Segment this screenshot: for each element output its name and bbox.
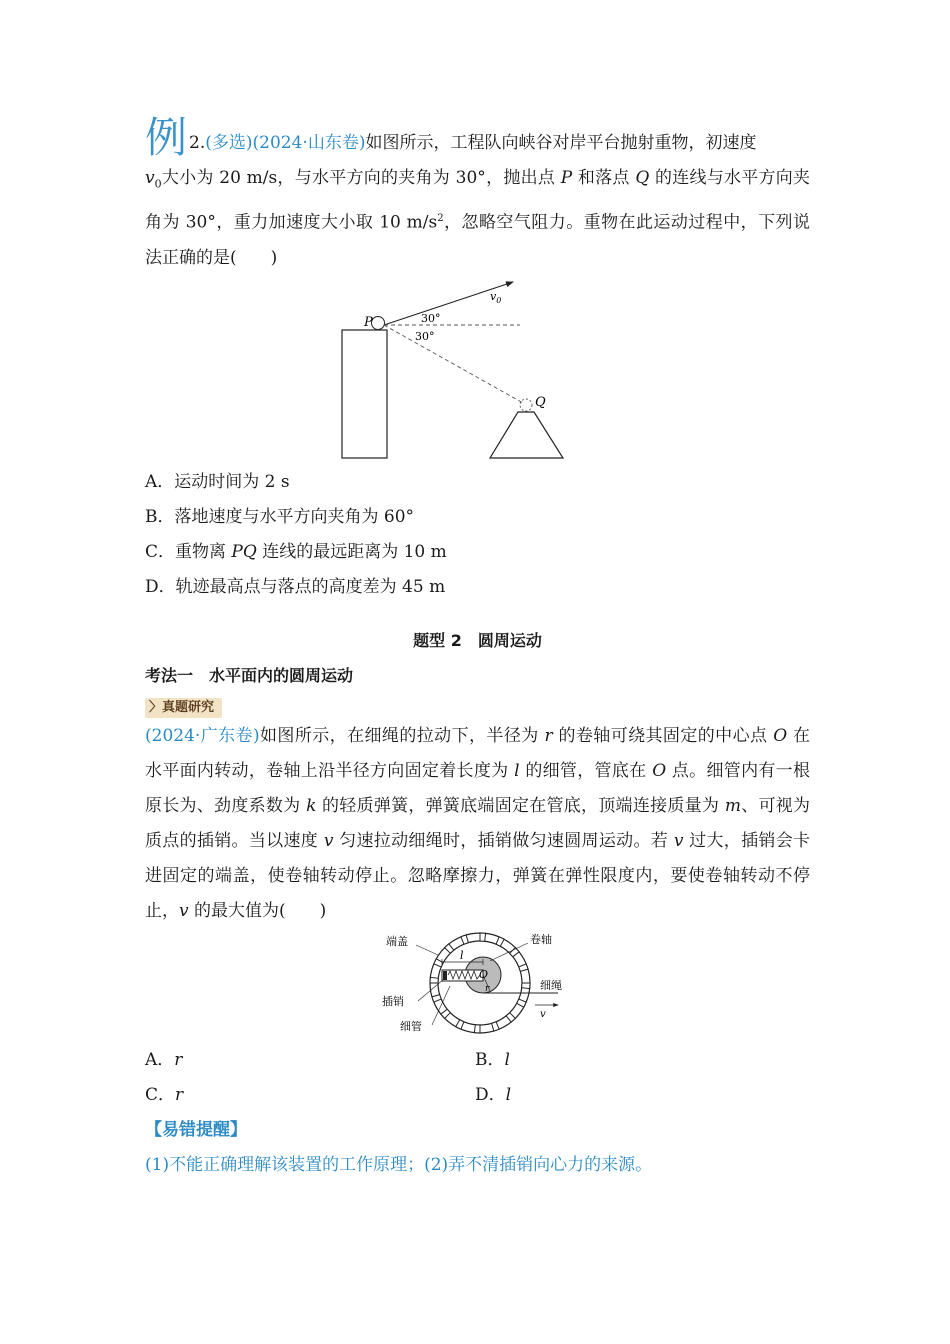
projectile-figure bbox=[335, 280, 620, 465]
warning-title: 【易错提醒】 bbox=[145, 1120, 247, 1141]
end-cap-tooth bbox=[510, 948, 519, 957]
question-text: 的连线与水平方向夹角为 30°，重力加速度大小取 10 m/s bbox=[145, 168, 811, 234]
question-text: 如图所示，工程队向峡谷对岸平台抛射重物，初速度 bbox=[365, 133, 757, 153]
option-c[interactable]: C．重物离 PQ 连线的最远距离为 10 m bbox=[145, 542, 447, 563]
label-l: l bbox=[460, 949, 464, 963]
example-question bbox=[145, 113, 811, 276]
reel-figure bbox=[380, 931, 580, 1043]
section-title: 题型 2 圆周运动 bbox=[413, 631, 542, 651]
question-text: ，忽略空气阻力。重物在此运动过程中，下列说法正确的是( ) bbox=[145, 213, 811, 269]
option2-d[interactable]: D．l bbox=[475, 1085, 512, 1106]
angle-top: 30° bbox=[421, 312, 441, 326]
end-cap-tooth bbox=[441, 1009, 450, 1018]
option-b[interactable]: B．落地速度与水平方向夹角为 60° bbox=[145, 507, 415, 528]
superscript: 2 bbox=[437, 213, 444, 225]
problem2-source: (2024·广东卷) bbox=[145, 726, 260, 747]
question-text: 大小为 20 m/s，与水平方向的夹角为 30°，抛出点 bbox=[161, 168, 561, 188]
end-cap-tooth bbox=[492, 1022, 500, 1031]
end-cap-tooth bbox=[432, 995, 441, 1003]
end-cap-tooth bbox=[445, 944, 454, 953]
landing-platform bbox=[490, 412, 563, 458]
velocity-arrow bbox=[384, 282, 513, 325]
option2-c[interactable]: C．r bbox=[145, 1085, 184, 1106]
options2-row-2 bbox=[145, 1078, 810, 1113]
sub-title: 考法一 水平面内的圆周运动 bbox=[145, 666, 354, 686]
question-text: 和落点 bbox=[572, 168, 636, 188]
var-v0-sub: 0 bbox=[154, 177, 162, 191]
end-cap-tooth bbox=[474, 1025, 480, 1033]
options2-row-1 bbox=[145, 1043, 810, 1078]
end-cap-tooth bbox=[430, 977, 438, 983]
warning-body: (1)不能正确理解该装置的工作原理；(2)弄不清插销向心力的来源。 bbox=[145, 1155, 653, 1176]
cliff-platform bbox=[342, 330, 387, 458]
tag-badge: 〉真题研究 bbox=[145, 698, 222, 718]
page-content bbox=[145, 113, 811, 1183]
option2-a[interactable]: A．r bbox=[145, 1050, 183, 1071]
var-Q: Q bbox=[635, 168, 650, 188]
end-cap-tooth bbox=[506, 1013, 515, 1022]
end-cap-tooth bbox=[496, 937, 504, 946]
end-cap-tooth bbox=[461, 935, 469, 944]
end-cap-tooth bbox=[517, 999, 526, 1007]
var-P: P bbox=[560, 168, 573, 188]
label-O: O bbox=[479, 968, 489, 982]
var-v0: v bbox=[145, 168, 155, 188]
option-d[interactable]: D．轨迹最高点与落点的高度差为 45 m bbox=[145, 577, 446, 598]
label-P: P bbox=[364, 315, 373, 331]
label-pin: 插销 bbox=[382, 995, 404, 1009]
end-cap-tooth bbox=[519, 964, 528, 972]
landing-ball bbox=[520, 399, 532, 411]
problem2-text: (2024·广东卷)如图所示，在细绳的拉动下，半径为 r 的卷轴可绕其固定的中心点 O 在水平面内转动，卷轴上沿半径方向固定着长度为 l 的细管，管底在 O 点。细管内有一根原长为、劲度系数为 k 的轻质弹簧，弹簧底端固定在管底，顶端连接质量为 m、可视为质点的插销。当以速度 v 匀速拉动细绳时，插销做匀速圆周运动。若 v 过大，插销会卡进固定的端盖，使卷轴转动停止。忽略摩擦力，弹簧在弹性限度内，要使卷轴转动不停止，v 的最大值为( ) bbox=[145, 726, 811, 922]
label-end-cap: 端盖 bbox=[386, 935, 408, 949]
label-reel: 卷轴 bbox=[530, 933, 552, 947]
option-a[interactable]: A．运动时间为 2 s bbox=[145, 472, 290, 493]
label-rope: 细绳 bbox=[540, 979, 562, 993]
label-v: v bbox=[540, 1009, 546, 1021]
label-Q: Q bbox=[535, 395, 546, 411]
label-tube: 细管 bbox=[400, 1020, 422, 1034]
pin bbox=[443, 971, 447, 980]
label-v0: $v_0$ bbox=[490, 290, 502, 306]
question-source: (多选)(2024·山东卷) bbox=[205, 133, 366, 153]
end-cap-tooth bbox=[456, 1020, 464, 1029]
question-number: 2. bbox=[189, 133, 206, 153]
label-r: r bbox=[485, 984, 490, 995]
end-cap-tooth bbox=[480, 933, 486, 941]
angle-bottom: 30° bbox=[415, 330, 435, 344]
end-cap-tooth bbox=[522, 983, 530, 989]
option2-b[interactable]: B．l bbox=[475, 1050, 510, 1071]
pq-line bbox=[384, 325, 523, 403]
projectile-ball bbox=[372, 317, 385, 330]
example-marker: 例 bbox=[145, 113, 188, 162]
